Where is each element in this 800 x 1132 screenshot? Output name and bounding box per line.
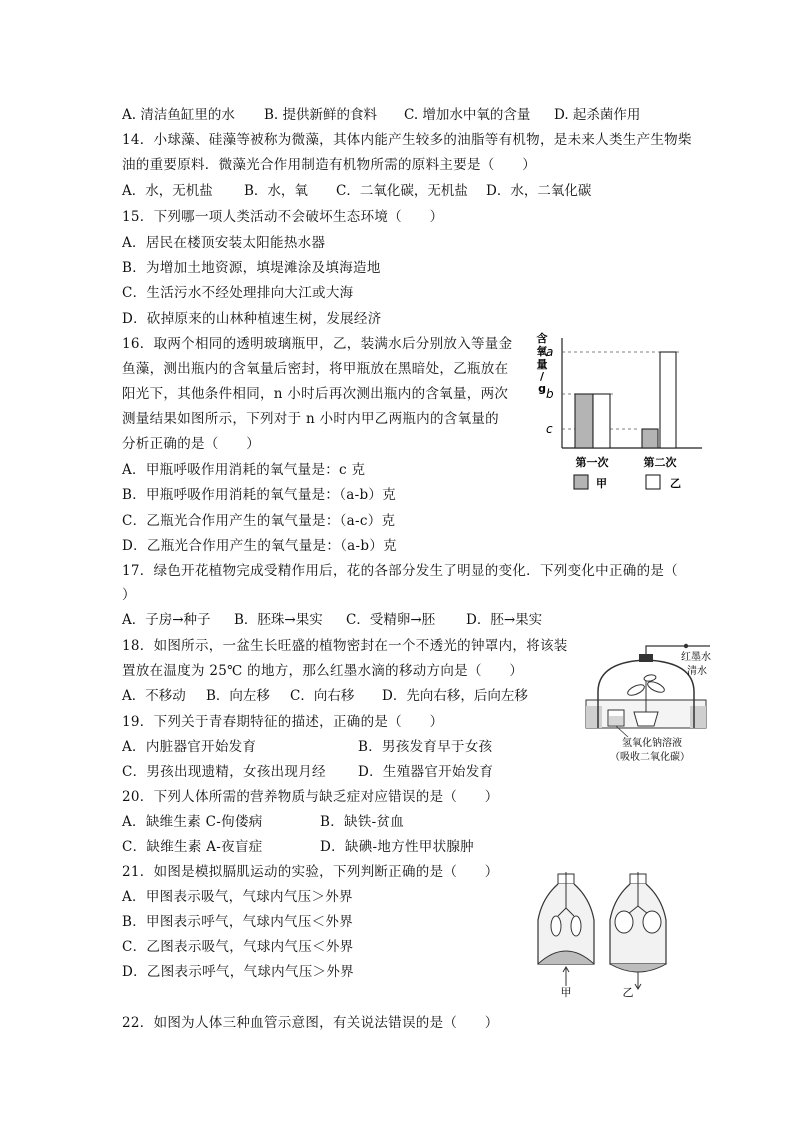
legend-swatch-jia: [574, 475, 588, 489]
q16-stem-line-4: 测量结果如图所示，下列对于 n 小时内甲乙两瓶内的含氧量的: [122, 411, 499, 427]
tray-liquid-left: [586, 706, 602, 728]
bar-second-jia: [642, 429, 658, 448]
jar-jia-label: 甲: [560, 986, 572, 998]
q21-option-a: A．甲图表示吸气，气球内气压＞外界: [122, 889, 353, 905]
q21-stem: 21．如图是模拟膈肌运动的实验，下列判断正确的是（ ）: [122, 864, 499, 880]
q16-stem-line-5: 分析正确的是（ ）: [122, 436, 260, 452]
jar-yi-lung-right: [643, 911, 661, 933]
jar-yi: [610, 872, 666, 998]
x-label-first: 第一次: [575, 456, 609, 469]
label-red-ink: 红墨水: [681, 652, 711, 663]
bar-first-jia: [575, 394, 593, 448]
q20-option-b: B．缺铁-贫血: [320, 814, 405, 830]
label-naoh: 氢氧化钠溶液: [622, 738, 682, 749]
q16-option-c: C．乙瓶光合作用产生的氧气量是：（a-c）克: [122, 513, 396, 529]
legend-label-yi: 乙: [670, 477, 681, 490]
q18-option-b: B．向左移: [206, 688, 270, 704]
y-axis-label-char-1: 含: [536, 332, 548, 345]
q20-stem: 20．下列人体所需的营养物质与缺乏症对应错误的是（ ）: [122, 789, 499, 805]
jar-yi-diaphragm: [610, 964, 666, 972]
q18-stem-line-1: 18．如图所示，一盆生长旺盛的植物密封在一个不透光的钟罩内，将该装: [122, 638, 568, 654]
q19-stem: 19．下列关于青春期特征的描述，正确的是（ ）: [122, 714, 444, 730]
q15-option-a: A．居民在楼顶安装太阳能热水器: [122, 235, 326, 251]
q22-stem: 22．如图为人体三种血管示意图，有关说法错误的是（ ）: [122, 1015, 499, 1031]
q18-option-a: A．不移动: [122, 688, 186, 704]
q13-options: [122, 103, 640, 123]
q18-options: [122, 684, 528, 704]
q18-stem-line-2: 置放在温度为 25℃ 的地方，那么红墨水滴的移动方向是（ ）: [122, 663, 524, 679]
q17-options: [122, 608, 542, 628]
q13-option-b: B. 提供新鲜的食料: [264, 107, 378, 123]
q15-option-d: D．砍掉原来的山林种植速生树，发展经济: [122, 311, 382, 327]
q15-stem: 15．下列哪一项人类活动不会破坏生态环境（ ）: [122, 209, 444, 225]
q17-option-a: A．子房→种子: [122, 612, 211, 628]
q21-option-c: C．乙图表示吸气，气球内气压＜外界: [122, 939, 354, 955]
q17-option-b: B．胚珠→果实: [234, 612, 323, 628]
q14-option-c: C．二氧化碳，无机盐: [336, 183, 468, 199]
jar-jia-lung-right: [571, 916, 581, 936]
q20-option-c: C．缺维生素 A-夜盲症: [122, 839, 263, 855]
q20-option-a: A．缺维生素 C-佝偻病: [122, 814, 263, 830]
y-axis-label-char-2: 氧: [536, 345, 548, 358]
q16-option-b: B．甲瓶呼吸作用消耗的氧气量是：（a-b）克: [122, 487, 397, 503]
y-axis-label-char-4: /: [539, 370, 545, 383]
legend-label-jia: 甲: [596, 477, 607, 490]
bar-first-yi: [593, 394, 610, 448]
q21-diaphragm-model-figure: [528, 868, 688, 998]
q14-option-d: D．水，二氧化碳: [486, 183, 592, 199]
q18-bell-jar-figure: [578, 640, 718, 770]
label-absorb-co2: （吸收二氧化碳）: [610, 752, 690, 763]
q13-option-d: D. 起杀菌作用: [554, 107, 641, 123]
q14-option-a: A．水，无机盐: [122, 183, 213, 199]
plant-leaf-right: [646, 680, 666, 695]
y-tick-b: b: [546, 387, 554, 401]
plant-pot: [634, 712, 658, 726]
q19-option-a: A．内脏器官开始发育: [122, 739, 257, 755]
label-water: 清水: [687, 666, 707, 677]
q16-stem-line-2: 鱼藻，测出瓶内的含氧量后密封，将甲瓶放在黑暗处，乙瓶放在: [122, 361, 509, 377]
q19-option-c: C．男孩出现遗精，女孩出现月经: [122, 764, 326, 780]
q16-oxygen-bar-chart: [530, 330, 710, 500]
jar-jia-lung-left: [551, 916, 561, 936]
bar-second-yi: [660, 352, 676, 448]
q14-stem-line-2: 油的重要原料．微藻光合作用制造有机物所需的原料主要是（ ）: [122, 157, 536, 173]
jar-jia: [538, 872, 594, 998]
y-tick-a: a: [546, 345, 554, 359]
plant-leaf-left: [626, 683, 646, 698]
q14-stem-line-1: 14．小球藻、硅藻等被称为微藻，其体内能产生较多的油脂等有机物，是未来人类生产生物柴: [122, 132, 692, 148]
q15-option-c: C．生活污水不经处理排向大江或大海: [122, 285, 354, 301]
naoh-solution: [609, 716, 623, 725]
stopper: [639, 654, 653, 662]
q17-stem-line-2: ）: [122, 587, 136, 603]
q13-option-a: A. 清洁鱼缸里的水: [122, 107, 235, 123]
y-tick-c: c: [546, 422, 553, 436]
y-axis-label-char-5: g: [538, 382, 546, 395]
q14-options: [122, 179, 591, 199]
q20-option-d: D．缺碘-地方性甲状腺肿: [320, 839, 474, 855]
q17-option-c: C．受精卵→胚: [346, 612, 436, 628]
jar-yi-lung-left: [615, 911, 633, 933]
q21-option-d: D．乙图表示呼气，气球内气压＞外界: [122, 964, 354, 980]
plant-leaf-top: [644, 674, 657, 682]
q16-option-d: D．乙瓶光合作用产生的氧气量是：（a-b）克: [122, 538, 397, 554]
q21-option-b: B．甲图表示呼气，气球内气压＜外界: [122, 914, 354, 930]
legend-swatch-yi: [646, 475, 660, 489]
q14-option-b: B．水，氧: [244, 183, 308, 199]
q19-option-d: D．生殖器官开始发育: [358, 764, 494, 780]
q16-option-a: A．甲瓶呼吸作用消耗的氧气量是：c 克: [122, 462, 366, 478]
q18-option-c: C．向右移: [290, 688, 355, 704]
q16-stem-line-1: 16．取两个相同的透明玻璃瓶甲，乙，装满水后分别放入等量金: [122, 336, 513, 352]
y-axis-label-char-3: 量: [536, 358, 548, 371]
q19-option-b: B．男孩发育早于女孩: [358, 739, 493, 755]
q17-stem-line-1: 17．绿色开花植物完成受精作用后，花的各部分发生了明显的变化．下列变化中正确的是（: [122, 563, 678, 579]
q16-stem-line-3: 阳光下，其他条件相同，n 小时后再次测出瓶内的含氧量，两次: [122, 386, 509, 402]
ink-drop: [684, 644, 688, 648]
q17-option-d: D．胚→果实: [466, 612, 543, 628]
x-label-second: 第二次: [643, 456, 677, 469]
jar-yi-label: 乙: [622, 986, 634, 998]
q15-option-b: B．为增加土地资源，填堤滩涂及填海造地: [122, 260, 381, 276]
tray-liquid-right: [690, 706, 706, 728]
q13-option-c: C. 增加水中氧的含量: [404, 107, 531, 123]
q18-option-d: D．先向右移，后向左移: [382, 688, 528, 704]
